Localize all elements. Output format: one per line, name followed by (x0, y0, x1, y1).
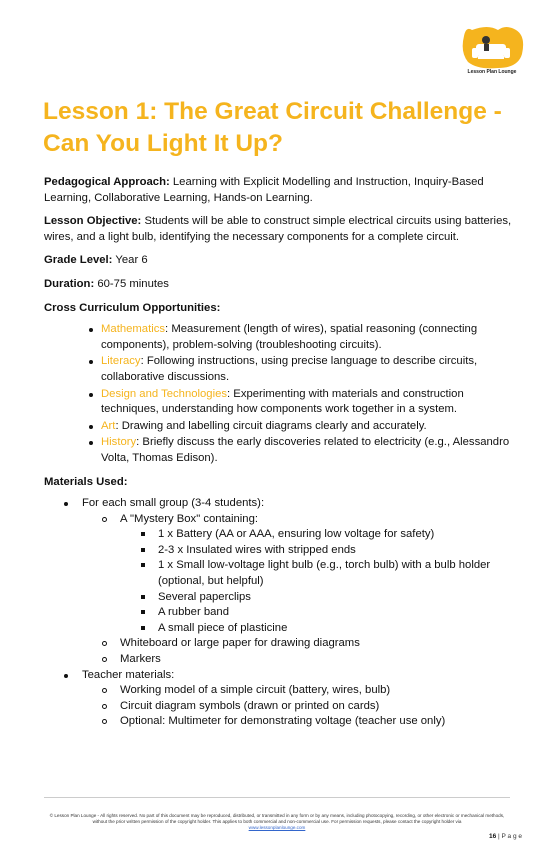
list-item (44, 354, 512, 385)
list-item: A small piece of plasticine (120, 621, 512, 637)
subject-label: Art (101, 419, 116, 432)
subject-text: : Following instructions, using precise language to describe circuits, collaborative discussions. (101, 355, 478, 383)
page-number (489, 833, 522, 840)
list-item (44, 419, 512, 435)
cross-curriculum-list (44, 322, 512, 466)
materials-heading (44, 475, 512, 491)
subject-label: History (101, 436, 137, 449)
lesson-objective (44, 214, 512, 245)
duration (44, 277, 512, 293)
footer-divider (44, 797, 510, 798)
list-item (44, 322, 512, 353)
group-sublist (82, 512, 512, 668)
teacher-label: Teacher materials: (82, 668, 175, 681)
list-item: Optional: Multimeter for demonstrating voltage (teacher use only) (82, 714, 512, 730)
subject-text: : Experimenting with materials and construction techniques, understanding how components work together in a system. (101, 387, 464, 416)
materials-list (44, 496, 512, 730)
copyright-text: © Lesson Plan Lounge - All rights reserved. No part of this document may be reproduced, distributed, or transmitted in any form or by any means, including photocopying, recording, or other electronic or mechanical methods, without the prior written permission of the copyright holder. This applies to both commercial and non-commercial use. For permission requests, please contact the copyright holder via (49, 813, 505, 824)
pedagogical-label: Pedagogical Approach: (44, 176, 170, 188)
cross-curriculum-heading (44, 301, 512, 317)
subject-text: : Drawing and labelling circuit diagrams clearly and accurately. (115, 419, 427, 432)
materials-heading-text: Materials Used: (44, 475, 128, 488)
mystery-box-list (120, 527, 512, 636)
grade-level (44, 253, 512, 269)
page-number-value: 16 (488, 833, 497, 840)
copyright-footer (44, 813, 510, 831)
duration-label: Duration: (44, 277, 95, 290)
mystery-box-label: A "Mystery Box" containing: (120, 512, 258, 525)
subject-text: : Briefly discuss the early discoveries related to electricity (e.g., Alessandro Volta, Thomas Edison). (101, 436, 510, 464)
page-suffix: | P a g e (496, 833, 522, 840)
duration-text: 60-75 minutes (94, 277, 169, 290)
grade-text: Year 6 (112, 254, 148, 267)
list-item: Circuit diagram symbols (drawn or printed on cards) (82, 699, 512, 715)
list-item: Working model of a simple circuit (battery, wires, bulb) (82, 683, 512, 699)
footer-link[interactable]: www.lessonplanlounge.com (248, 825, 306, 830)
list-item: 1 x Battery (AA or AAA, ensuring low voltage for safety) (120, 527, 512, 543)
list-item (44, 435, 512, 466)
list-item: Several paperclips (120, 590, 512, 606)
subject-label: Design and Technologies (101, 387, 228, 400)
list-item (44, 387, 512, 418)
teacher-sublist (82, 683, 512, 730)
list-item: Whiteboard or large paper for drawing diagrams (82, 636, 512, 652)
list-item (44, 668, 512, 730)
list-item (44, 496, 512, 668)
subject-label: Literacy (101, 355, 141, 368)
cross-heading-text: Cross Curriculum Opportunities: (44, 301, 221, 314)
grade-label: Grade Level: (44, 254, 113, 267)
group-label: For each small group (3-4 students): (82, 497, 265, 510)
list-item: 2-3 x Insulated wires with stripped ends (120, 543, 512, 559)
pedagogical-approach (44, 175, 512, 206)
list-item: 1 x Small low-voltage light bulb (e.g., torch bulb) with a bulb holder (optional, but helpful) (120, 558, 512, 589)
lesson-title: Lesson 1: The Great Circuit Challenge - Can You Light It Up? (43, 98, 502, 157)
subject-text: : Measurement (length of wires), spatial reasoning (connecting components), problem-solving (troubleshooting circuits). (101, 323, 478, 351)
objective-text: Students will be able to construct simple electrical circuits using batteries, wires, and a light bulb, identifying the necessary components for a complete circuit. (44, 215, 512, 243)
list-item (82, 512, 512, 637)
subject-label: Mathematics (101, 323, 166, 336)
list-item: Markers (82, 652, 512, 668)
objective-label: Lesson Objective: (44, 215, 142, 228)
lesson-content (44, 175, 512, 730)
pedagogical-text: Learning with Explicit Modelling and Instruction, Inquiry-Based Learning, Collaborative Learning, Hands-on Learning. (44, 176, 484, 204)
logo-label: Lesson Plan Lounge (467, 69, 517, 75)
list-item: A rubber band (120, 605, 512, 621)
